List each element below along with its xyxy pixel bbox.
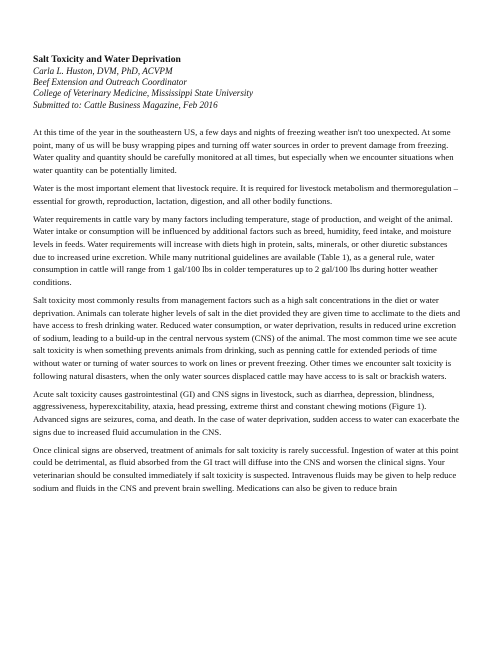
paragraph-clinical-signs: Acute salt toxicity causes gastrointestinal (GI) and CNS signs in livestock, such as diarrhea, depression, blindness, aggressiveness, hyperexcitability, ataxia, head pressing, extreme thirst and constant chewing motions (Figure 1). Advanced signs are seizures, coma, and death. In the case of water deprivation, sudden access to water can exacerbate the signs due to increased fluid accumulation in the CNS. <box>33 388 460 437</box>
document-body <box>33 126 462 494</box>
document-title: Salt Toxicity and Water Deprivation <box>33 54 181 65</box>
author-position: Beef Extension and Outreach Coordinator <box>33 76 187 87</box>
paragraph-water-importance: Water is the most important element that livestock require. It is required for livestock metabolism and thermoregulation – essential for growth, reproduction, lactation, digestion, and all other bodily functions. <box>33 183 459 206</box>
submission-note: Submitted to: Cattle Business Magazine, Feb 2016 <box>33 99 218 110</box>
document-header <box>33 54 462 111</box>
paragraph-salt-toxicity-causes: Salt toxicity most commonly results from management factors such as a high salt concentrations in the diet or water deprivation. Animals can tolerate higher levels of salt in the diet provided they are given time to acclimate to the diets and have access to fresh drinking water. Reduced water consumption, or water deprivation, results in reduced urine excretion of sodium, leading to a build-up in the central nervous system (CNS) of the animal. The most common time we see acute salt toxicity is when something prevents animals from drinking, such as penning cattle for extended periods of time without water or turning of water sources to work on lines or prevent freezing. Other times we encounter salt toxicity is following natural disasters, when the only water sources displaced cattle may have access to is salt or brackish waters. <box>33 295 461 381</box>
author-name: Carla L. Huston, DVM, PhD, ACVPM <box>33 65 173 76</box>
paragraph-intro: At this time of the year in the southeastern US, a few days and nights of freezing weather isn't too unexpected. At some point, many of us will be busy wrapping pipes and turning off water sources in order to prevent damage from freezing. Water quality and quantity should be carefully monitored at all times, but especially when we encounter situations when water quantity can be potentially limited. <box>33 127 454 175</box>
paragraph-treatment: Once clinical signs are observed, treatment of animals for salt toxicity is rarely successful. Ingestion of water at this point could be detrimental, as fluid absorbed from the GI tract will diffuse into the CNS and worsen the clinical signs. Your veterinarian should be consulted immediately if salt toxicity is suspected. Intravenous fluids may be given to help reduce sodium and fluids in the CNS and prevent brain swelling. Medications can also be given to reduce brain <box>33 444 459 493</box>
paragraph-water-requirements: Water requirements in cattle vary by many factors including temperature, stage of production, and weight of the animal. Water intake or consumption will be influenced by additional factors such as breed, humidity, feed intake, and moisture levels in feeds. Water requirements will increase with diets high in protein, salts, minerals, or other diuretic substances due to increased urine excretion. While many nutritional guidelines are available (Table 1), as a general rule, water consumption in cattle will range from 1 gal/100 lbs in colder temperatures up to 2 gal/100 lbs during hotter weather conditions. <box>33 213 453 287</box>
author-institution: College of Veterinary Medicine, Mississippi State University <box>33 88 253 99</box>
